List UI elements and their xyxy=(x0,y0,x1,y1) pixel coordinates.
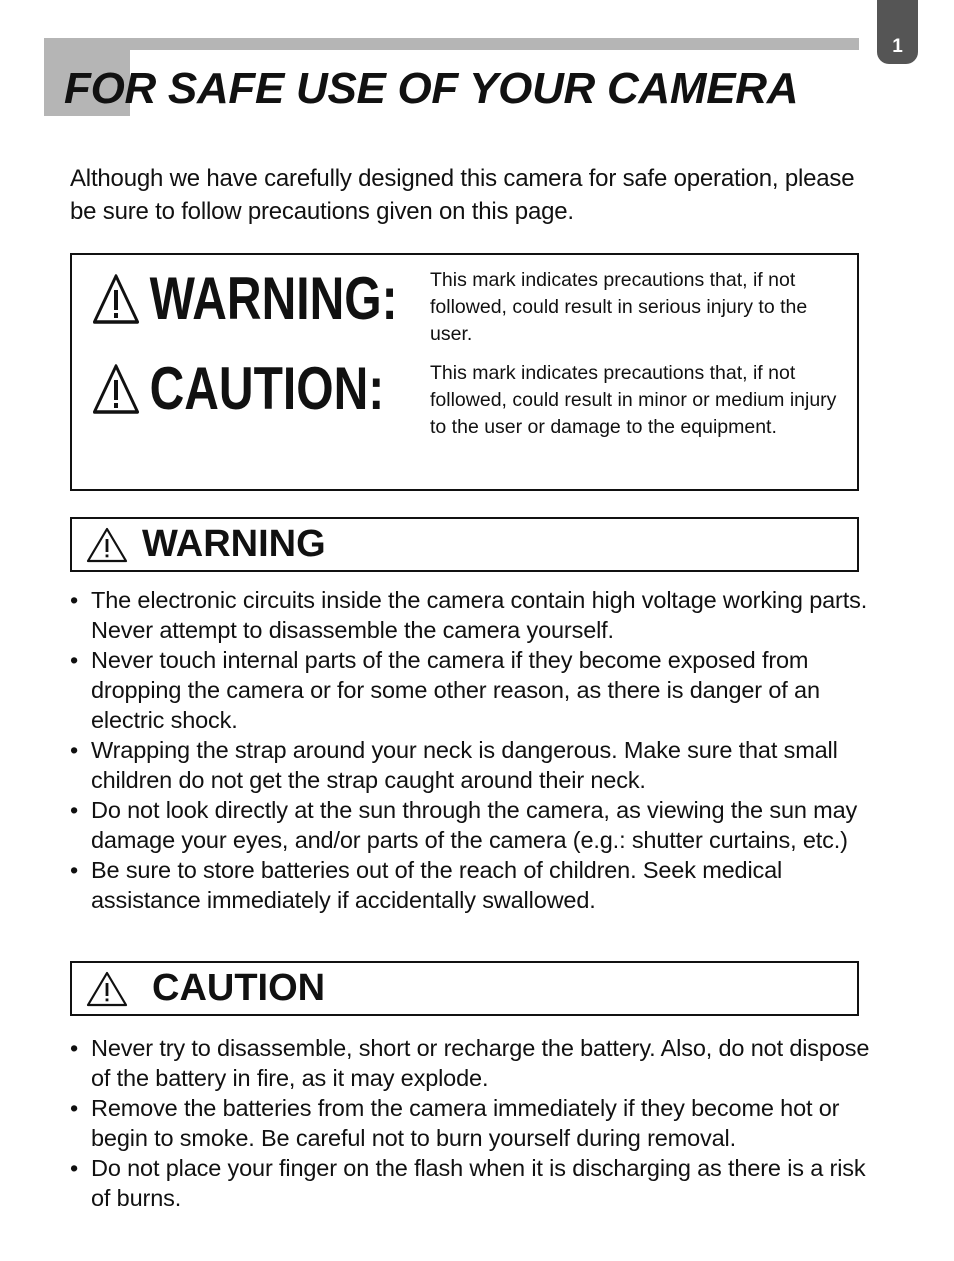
caution-section-title: CAUTION xyxy=(152,967,326,1009)
bullet: • xyxy=(70,737,79,763)
bullet: • xyxy=(70,1095,79,1121)
warning-triangle-icon xyxy=(86,527,128,563)
list-item xyxy=(70,855,870,915)
warning-list xyxy=(70,585,870,915)
list-item-text: Do not place your finger on the flash when it is discharging as there is a risk of burns. xyxy=(91,1155,866,1211)
list-item-text: Remove the batteries from the camera immediately if they become hot or begin to smoke. Be careful not to burn yourself during removal. xyxy=(91,1095,840,1151)
list-item-text: Never touch internal parts of the camera if they become exposed from dropping the camera or for some other reason, as there is danger of an electric shock. xyxy=(91,647,820,733)
caution-section-header xyxy=(70,961,859,1016)
legend-warning-label xyxy=(92,265,398,332)
bullet: • xyxy=(70,647,79,673)
list-item xyxy=(70,1033,870,1093)
legend-warning-word: WARNING: xyxy=(149,265,398,332)
bullet: • xyxy=(70,1035,79,1061)
intro-paragraph: Although we have carefully designed this camera for safe operation, please be sure to follow precautions given on this page. xyxy=(70,165,855,225)
bullet: • xyxy=(70,857,79,883)
legend-warning-text: This mark indicates precautions that, if not followed, could result in serious injury to the user. xyxy=(430,269,808,345)
bullet: • xyxy=(70,797,79,823)
page-number-tab xyxy=(877,0,918,64)
caution-triangle-icon xyxy=(92,363,140,415)
symbol-legend-box xyxy=(70,253,859,491)
list-item-text: Be sure to store batteries out of the reach of children. Seek medical assistance immediately if accidentally swallowed. xyxy=(91,857,783,913)
caution-list xyxy=(70,1033,870,1213)
page-title: FOR SAFE USE OF YOUR CAMERA xyxy=(64,64,799,113)
warning-section-header xyxy=(70,517,859,572)
list-item-text: The electronic circuits inside the camera contain high voltage working parts. Never attempt to disassemble the camera yourself. xyxy=(91,587,868,643)
list-item xyxy=(70,735,870,795)
list-item xyxy=(70,585,870,645)
list-item xyxy=(70,1153,870,1213)
header-rule xyxy=(44,38,859,50)
list-item xyxy=(70,795,870,855)
bullet: • xyxy=(70,587,79,613)
bullet: • xyxy=(70,1155,79,1181)
page-number: 1 xyxy=(892,36,903,57)
warning-triangle-icon xyxy=(92,273,140,325)
legend-caution-word: CAUTION: xyxy=(149,355,385,422)
warning-section-title: WARNING xyxy=(142,523,326,565)
list-item-text: Wrapping the strap around your neck is dangerous. Make sure that small children do not get the strap caught around their neck. xyxy=(91,737,838,793)
list-item xyxy=(70,645,870,735)
legend-caution-text: This mark indicates precautions that, if not followed, could result in minor or medium injury to the user or damage to the equipment. xyxy=(430,362,837,438)
list-item xyxy=(70,1093,870,1153)
list-item-text: Do not look directly at the sun through the camera, as viewing the sun may damage your eyes, and/or parts of the camera (e.g.: shutter curtains, etc.) xyxy=(91,797,858,853)
caution-triangle-icon xyxy=(86,971,128,1007)
list-item-text: Never try to disassemble, short or recharge the battery. Also, do not dispose of the battery in fire, as it may explode. xyxy=(91,1035,870,1091)
legend-caution-label xyxy=(92,355,385,422)
